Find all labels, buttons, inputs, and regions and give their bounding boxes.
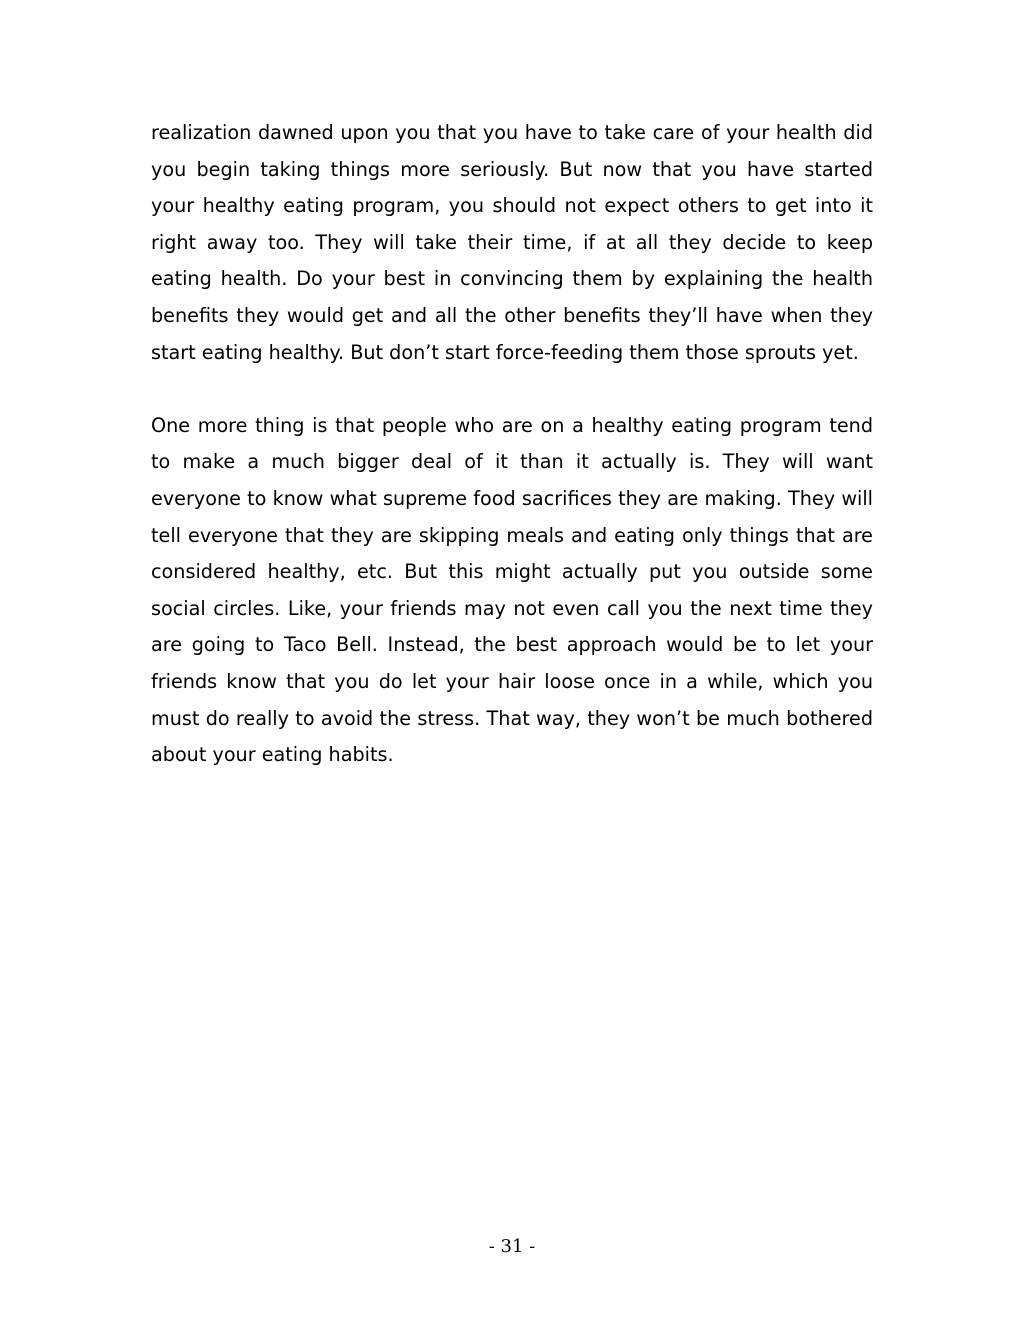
body-text xyxy=(151,115,873,774)
paragraph: realization dawned upon you that you have to take care of your health did you begin taking things more seriously. But now that you have started your healthy eating program, you should not expect others to get into it right away too. They will take their time, if at all they decide to keep eating health. Do your best in convincing them by explaining the health benefits they would get and all the other benefits they’ll have when they start eating healthy. But don’t start force-feeding them those sprouts yet. xyxy=(151,121,873,364)
page-number: - 31 - xyxy=(488,1236,536,1257)
paragraph: One more thing is that people who are on a healthy eating program tend to make a much bigger deal of it than it actually is. They will want everyone to know what supreme food sacrifices they are making. They will tell everyone that they are skipping meals and eating only things that are considered healthy, etc. But this might actually put you outside some social circles. Like, your friends may not even call you the next time they are going to Taco Bell. Instead, the best approach would be to let your friends know that you do let your hair loose once in a while, which you must do really to avoid the stress. That way, they won’t be much bothered about your eating habits. xyxy=(151,413,873,767)
